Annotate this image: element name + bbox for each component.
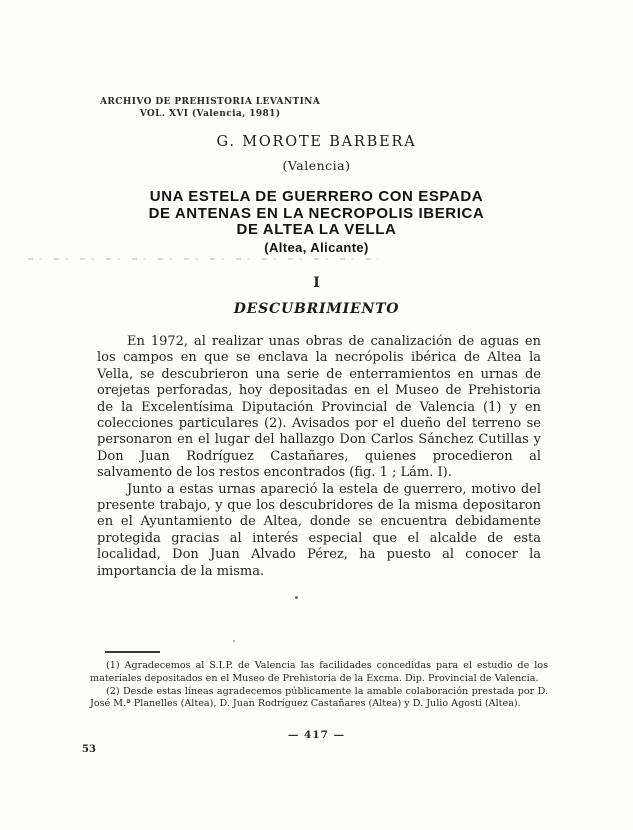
- journal-name: ARCHIVO DE PREHISTORIA LEVANTINA: [100, 97, 321, 107]
- section-numeral: I: [313, 275, 320, 291]
- journal-volume: VOL. XVI (Valencia, 1981): [139, 109, 281, 119]
- title-line-2: DE ANTENAS EN LA NECROPOLIS IBERICA: [148, 204, 485, 222]
- paragraph: Junto a estas urnas apareció la estela de guerrero, motivo del presente trabajo, y que los descubridores de la misma depositaron en el Ayuntamiento de Altea, donde se encuentra debidamente protegida gracias al interés especial que el alcalde de esta localidad, Don Juan Alvado Pérez, ha puesto al conocer la importancia de la misma.: [97, 481, 541, 579]
- title-subtitle: (Altea, Alicante): [264, 239, 369, 255]
- journal-header: [100, 96, 320, 120]
- paragraph: En 1972, al realizar unas obras de canalización de aguas en los campos en que se enclava la necrópolis ibérica de Altea la Vella, se descubrieron una serie de enterramientos en urnas de orejetas perforadas, hoy depositadas en el Museo de Prehistoria de la Excelentísima Diputación Provincial de Valencia (1) y en colecciones particulares (2). Avisados por el dueño del terreno se personaron en el lugar del hallazgo Don Carlos Sánchez Cutillas y Don Juan Rodríguez Castañares, quienes procedieron al salvamento de los restos encontrados (fig. 1 ; Lám. I).: [97, 334, 541, 481]
- footnote-2: (2) Desde estas líneas agradecemos públicamente la amable colaboración prestada por D. José M.ª Planelles (Altea), D. Juan Rodríguez Castañares (Altea) y D. Julio Agosti (Altea).: [90, 685, 548, 710]
- footnotes: [90, 660, 548, 711]
- folio-number: 53: [82, 744, 96, 755]
- article-title: [0, 189, 633, 256]
- print-artifact-line: [28, 258, 378, 260]
- author-name: G. MOROTE BARBERA: [216, 134, 417, 150]
- section-heading: DESCUBRIMIENTO: [233, 301, 400, 317]
- title-line-1: UNA ESTELA DE GUERRERO CON ESPADA: [149, 188, 484, 205]
- page-number: — 417 —: [287, 729, 346, 741]
- footnote-divider: [105, 651, 160, 653]
- scan-speck: [295, 596, 298, 599]
- scan-speck: [233, 640, 235, 642]
- author-affiliation: (Valencia): [282, 158, 351, 173]
- body-text: [97, 334, 541, 580]
- title-line-3: DE ALTEA LA VELLA: [236, 221, 397, 238]
- footnote-1: (1) Agradecemos al S.I.P. de Valencia las facilidades concedidas para el estudio de los materiales depositados en el Museo de Prehistoria de la Excma. Dip. Provincial de Valencia.: [90, 660, 548, 684]
